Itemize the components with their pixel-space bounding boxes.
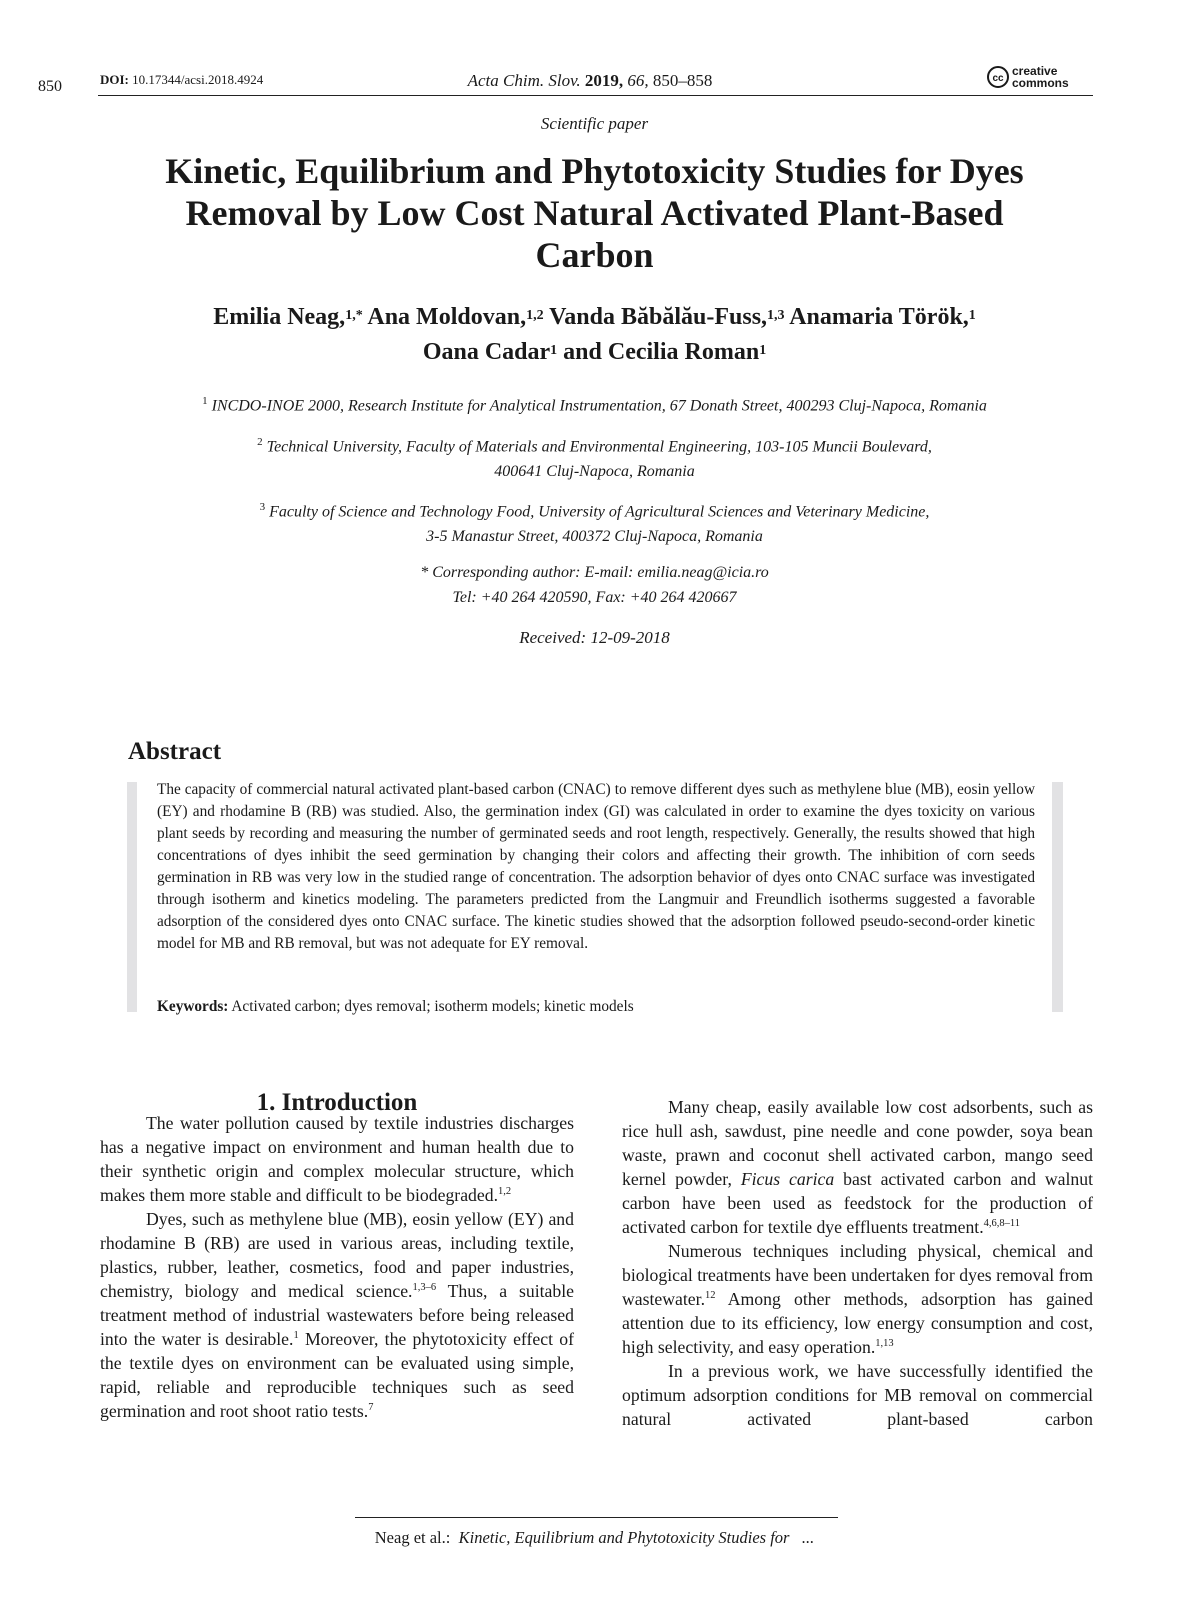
affiliation-text: Faculty of Science and Technology Food, University of Agricultural Sciences and Veterinary Medicine,	[269, 503, 930, 521]
doi-value[interactable]: 10.17344/acsi.2018.4924	[132, 72, 264, 87]
paragraph	[100, 1111, 574, 1207]
journal-year: 2019,	[584, 71, 624, 90]
doi-label: DOI:	[100, 72, 129, 87]
creative-commons-logo[interactable]	[986, 64, 1096, 90]
abstract-text: The capacity of commercial natural activated plant-based carbon (CNAC) to remove different dyes such as methylene blue (MB), eosin yellow (EY) and rhodamine B (RB) was studied. Also, the germination index (GI) was calculated in order to examine the dyes toxicity on various plant seeds by recording and measuring the number of germinated seeds and root length, respectively. Generally, the results showed that high concentrations of dyes inhibit the seed germination by changing their colors and affecting their growth. The inhibition of corn seeds germination in RB was very low in the studied range of concentration. The adsorption behavior of dyes onto CNAC surface was investigated through isotherm and kinetics modeling. The parameters predicted from the Langmuir and Freundlich isotherms suggested a favorable adsorption of the considered dyes onto CNAC surface. The kinetic studies showed that the adsorption followed pseudo-second-order kinetic model for MB and RB removal, but was not adequate for EY removal.	[157, 781, 1035, 952]
citation[interactable]: 7	[368, 1402, 374, 1414]
paper-type: Scientific paper	[540, 114, 649, 133]
paragraph-text: Among other methods, adsorption has gained attention due to its efficiency, low energy consumption and cost, high selectivity, and easy operation.	[622, 1289, 1093, 1357]
footer-ellipsis: ...	[801, 1528, 815, 1547]
corresponding-author	[120, 560, 1069, 610]
svg-text:creative: creative	[1012, 64, 1058, 78]
author-name: Vanda Băbălău-Fuss,	[549, 304, 768, 330]
journal-pages: 850–858	[652, 71, 713, 90]
author-name: Emilia Neag,	[213, 304, 346, 330]
keywords-list: Activated carbon; dyes removal; isotherm models; kinetic models	[231, 998, 634, 1015]
author-name: Anamaria Török,	[789, 304, 969, 330]
left-column	[100, 1111, 574, 1423]
author-name: Ana Moldovan,	[367, 304, 527, 330]
paragraph-text: Many cheap, easily available low cost adsorbents, such as rice hull ash, sawdust, pine needle and cone powder, soya bean waste, prawn and coconut shell activated carbon, mango seed kernel powder,	[622, 1097, 1093, 1189]
author-list	[150, 300, 1039, 370]
paragraph	[622, 1239, 1093, 1359]
citation[interactable]: 12	[705, 1290, 716, 1302]
journal-volume: 66,	[627, 71, 649, 90]
footer-title: Kinetic, Equilibrium and Phytotoxicity Studies for	[458, 1528, 790, 1547]
doi	[100, 72, 263, 88]
affiliation-1	[120, 389, 1069, 418]
section-heading-introduction: 1. Introduction	[256, 1089, 418, 1116]
paragraph-text: Moreover, the phytotoxicity effect of the textile dyes on environment can be evaluated using simple, rapid, reliable and reproducible techniques such as seed germination and root shoot ratio tests.	[100, 1329, 574, 1421]
affiliation-number: 2	[257, 436, 263, 448]
corresponding-phone: Tel: +40 264 420590, Fax: +40 264 420667	[452, 589, 737, 606]
paragraph-text: Numerous techniques including physical, chemical and biological treatments have been undertaken for dyes removal from wastewater.	[622, 1241, 1093, 1309]
corresponding-email: * Corresponding author: E-mail: emilia.neag@icia.ro	[420, 564, 769, 581]
authors-conjunction: and	[563, 339, 602, 365]
right-column	[622, 1095, 1093, 1431]
species-name: Ficus carica	[740, 1169, 835, 1189]
citation[interactable]: 1,3–6	[412, 1282, 437, 1294]
affiliation-number: 1	[202, 395, 208, 407]
affiliation-2	[120, 430, 1069, 484]
svg-text:cc: cc	[992, 73, 1004, 84]
running-footer	[0, 1528, 1189, 1548]
paragraph-text: Dyes, such as methylene blue (MB), eosin yellow (EY) and rhodamine B (RB) are used in various areas, including textile, plastics, rubber, leather, cosmetics, food and paper industries, chemistry, biology and medical science.	[100, 1209, 574, 1301]
author-affiliation-mark: 1,*	[345, 308, 363, 323]
page-number: 850	[38, 78, 62, 95]
paragraph	[622, 1095, 1093, 1239]
paper-title: Kinetic, Equilibrium and Phytotoxicity Studies for Dyes Removal by Low Cost Natural Activated Plant-Based Carbon	[165, 151, 1024, 275]
footer-rule	[355, 1517, 838, 1518]
paragraph-text: The water pollution caused by textile industries discharges has a negative impact on environment and human health due to their synthetic origin and complex molecular structure, which makes them more stable and difficult to be biodegraded.	[100, 1113, 574, 1205]
author-affiliation-mark: 1,3	[767, 308, 785, 323]
author-name: Cecilia Roman	[607, 339, 760, 365]
paragraph-text: bast activated carbon and walnut carbon have been used as feedstock for the production of activated carbon for textile dye effluents treatment.	[622, 1169, 1094, 1237]
affiliation-text: INCDO-INOE 2000, Research Institute for Analytical Instrumentation, 67 Donath Street, 400293 Cluj-Napoca, Romania	[211, 397, 987, 415]
paragraph	[100, 1207, 574, 1423]
received-date: Received: 12-09-2018	[519, 628, 670, 647]
keywords-label: Keywords:	[157, 998, 229, 1015]
affiliation-text: Technical University, Faculty of Materials and Environmental Engineering, 103-105 Muncii Boulevard,	[266, 438, 932, 456]
svg-text:commons: commons	[1012, 76, 1069, 90]
citation[interactable]: 1	[293, 1330, 299, 1342]
journal-citation	[380, 71, 800, 91]
affiliation-number: 3	[259, 501, 266, 513]
citation[interactable]: 1,13	[875, 1338, 894, 1350]
keywords	[157, 998, 1035, 1016]
author-affiliation-mark: 1,2	[526, 308, 544, 323]
paragraph-text: Thus, a suitable treatment method of industrial wastewaters before being released into the water is desirable.	[100, 1281, 574, 1349]
footer-authors: Neag et al.:	[374, 1528, 451, 1547]
citation[interactable]: 1,2	[498, 1186, 512, 1198]
affiliation-address: 400641 Cluj-Napoca, Romania	[494, 463, 695, 481]
header-rule	[98, 95, 1093, 96]
journal-name: Acta Chim. Slov.	[467, 71, 581, 90]
author-affiliation-mark: 1	[968, 308, 976, 323]
author-affiliation-mark: 1	[759, 343, 767, 358]
abstract-right-bar	[1052, 782, 1063, 1012]
affiliation-address: 3-5 Manastur Street, 400372 Cluj-Napoca, Romania	[426, 528, 763, 546]
paragraph: In a previous work, we have successfully identified the optimum adsorption conditions for MB removal on commercial natural activated plant-based carbon	[622, 1361, 1093, 1429]
author-affiliation-mark: 1	[550, 343, 558, 358]
affiliation-3	[120, 495, 1069, 549]
abstract-heading: Abstract	[128, 738, 222, 765]
abstract-left-bar	[127, 782, 137, 1012]
citation[interactable]: 4,6,8–11	[983, 1218, 1020, 1230]
author-name: Oana Cadar	[422, 339, 551, 365]
